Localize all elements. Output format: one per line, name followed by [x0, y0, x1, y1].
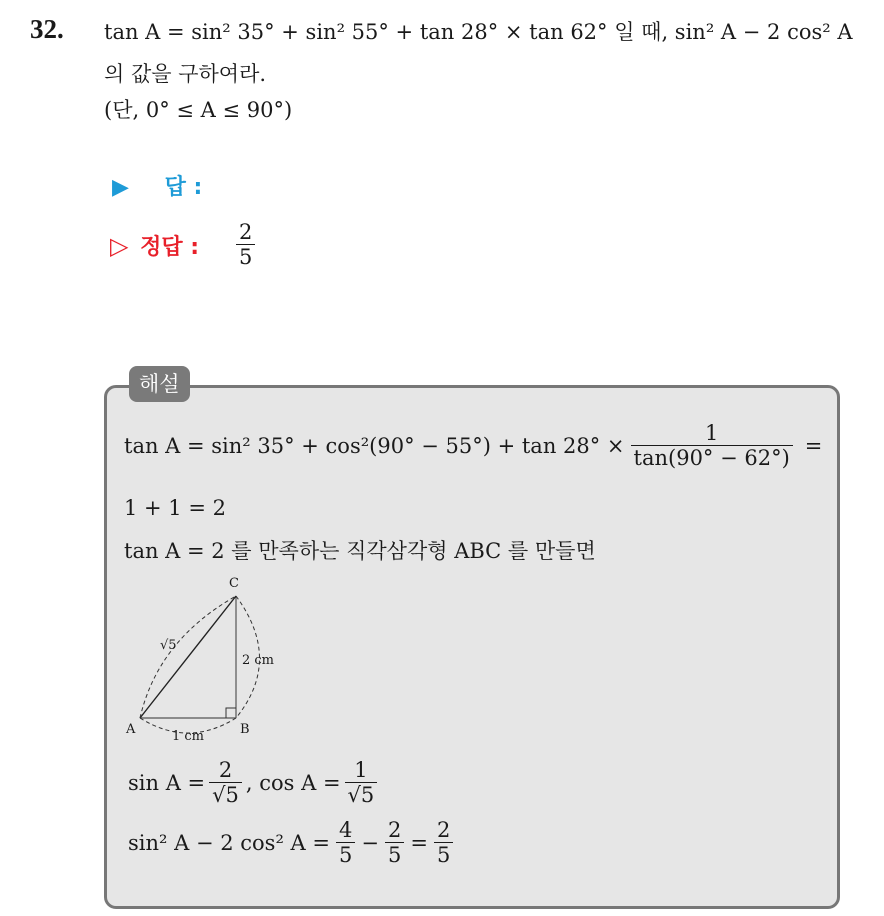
solution-line-1-equals: = [804, 433, 823, 458]
solution-line-2: 1 + 1 = 2 [124, 496, 226, 520]
outline-marker-icon: ▷ [110, 232, 129, 260]
question-line-2: 의 값을 구하여라. [104, 62, 267, 86]
base-side-label: 1 cm [172, 729, 205, 744]
solution-final-line [128, 818, 459, 867]
sin-left: sin A = [128, 770, 206, 795]
question-number: 32. [30, 14, 64, 44]
solution-line-1 [124, 421, 822, 470]
final-left: sin² A − 2 cos² A = [128, 830, 330, 855]
question-condition: (단, 0° ≤ A ≤ 90°) [104, 98, 293, 122]
play-marker-icon: ▶ [112, 175, 129, 200]
fraction-numerator: 1 [704, 421, 719, 445]
correct-answer-fraction [236, 220, 255, 269]
final-equals: = [410, 830, 428, 855]
correct-answer-label: 정답 : [140, 235, 200, 260]
vertex-b-label: B [240, 722, 250, 737]
vertex-a-label: A [126, 722, 136, 737]
answer-label: 답 : [164, 175, 203, 200]
cos-fraction [345, 758, 378, 807]
final-fraction-2-denominator: 5 [385, 842, 404, 867]
solution-line-1-left: tan A = sin² 35° + cos²(90° − 55°) + tan 28° × [124, 433, 625, 458]
final-fraction-1 [336, 818, 355, 867]
right-angle-mark [226, 708, 236, 718]
solution-line-3: tan A = 2 를 만족하는 직각삼각형 ABC 를 만들면 [124, 539, 596, 563]
cos-denominator: √5 [345, 782, 378, 807]
triangle-diagram [118, 570, 288, 750]
answer-row [112, 170, 202, 201]
sin-numerator: 2 [218, 758, 233, 782]
solution-tag: 해설 [129, 366, 190, 402]
final-fraction-3 [434, 818, 453, 867]
final-fraction-2 [385, 818, 404, 867]
vertical-side-label: 2 cm [242, 653, 275, 668]
final-fraction-3-denominator: 5 [434, 842, 453, 867]
final-minus: − [361, 830, 379, 855]
cos-numerator: 1 [354, 758, 368, 782]
final-fraction-2-numerator: 2 [387, 818, 402, 842]
correct-answer-numerator: 2 [239, 220, 253, 244]
vertex-c-label: C [229, 576, 239, 591]
solution-line-1-fraction [631, 421, 793, 470]
hypotenuse-label: √5 [160, 638, 177, 653]
final-fraction-1-numerator: 4 [338, 818, 353, 842]
sin-denominator: √5 [209, 782, 242, 807]
fraction-denominator: tan(90° − 62°) [631, 445, 793, 470]
correct-answer-denominator: 5 [236, 244, 255, 269]
solution-sin-cos-line [128, 758, 381, 807]
side-ac [140, 596, 236, 718]
cos-left: , cos A = [245, 770, 341, 795]
final-fraction-1-denominator: 5 [336, 842, 355, 867]
sin-fraction [209, 758, 242, 807]
correct-answer-row [110, 230, 199, 261]
final-fraction-3-numerator: 2 [436, 818, 451, 842]
question-line-1: tan A = sin² 35° + sin² 55° + tan 28° × tan 62° 일 때, sin² A − 2 cos² A [104, 20, 853, 44]
